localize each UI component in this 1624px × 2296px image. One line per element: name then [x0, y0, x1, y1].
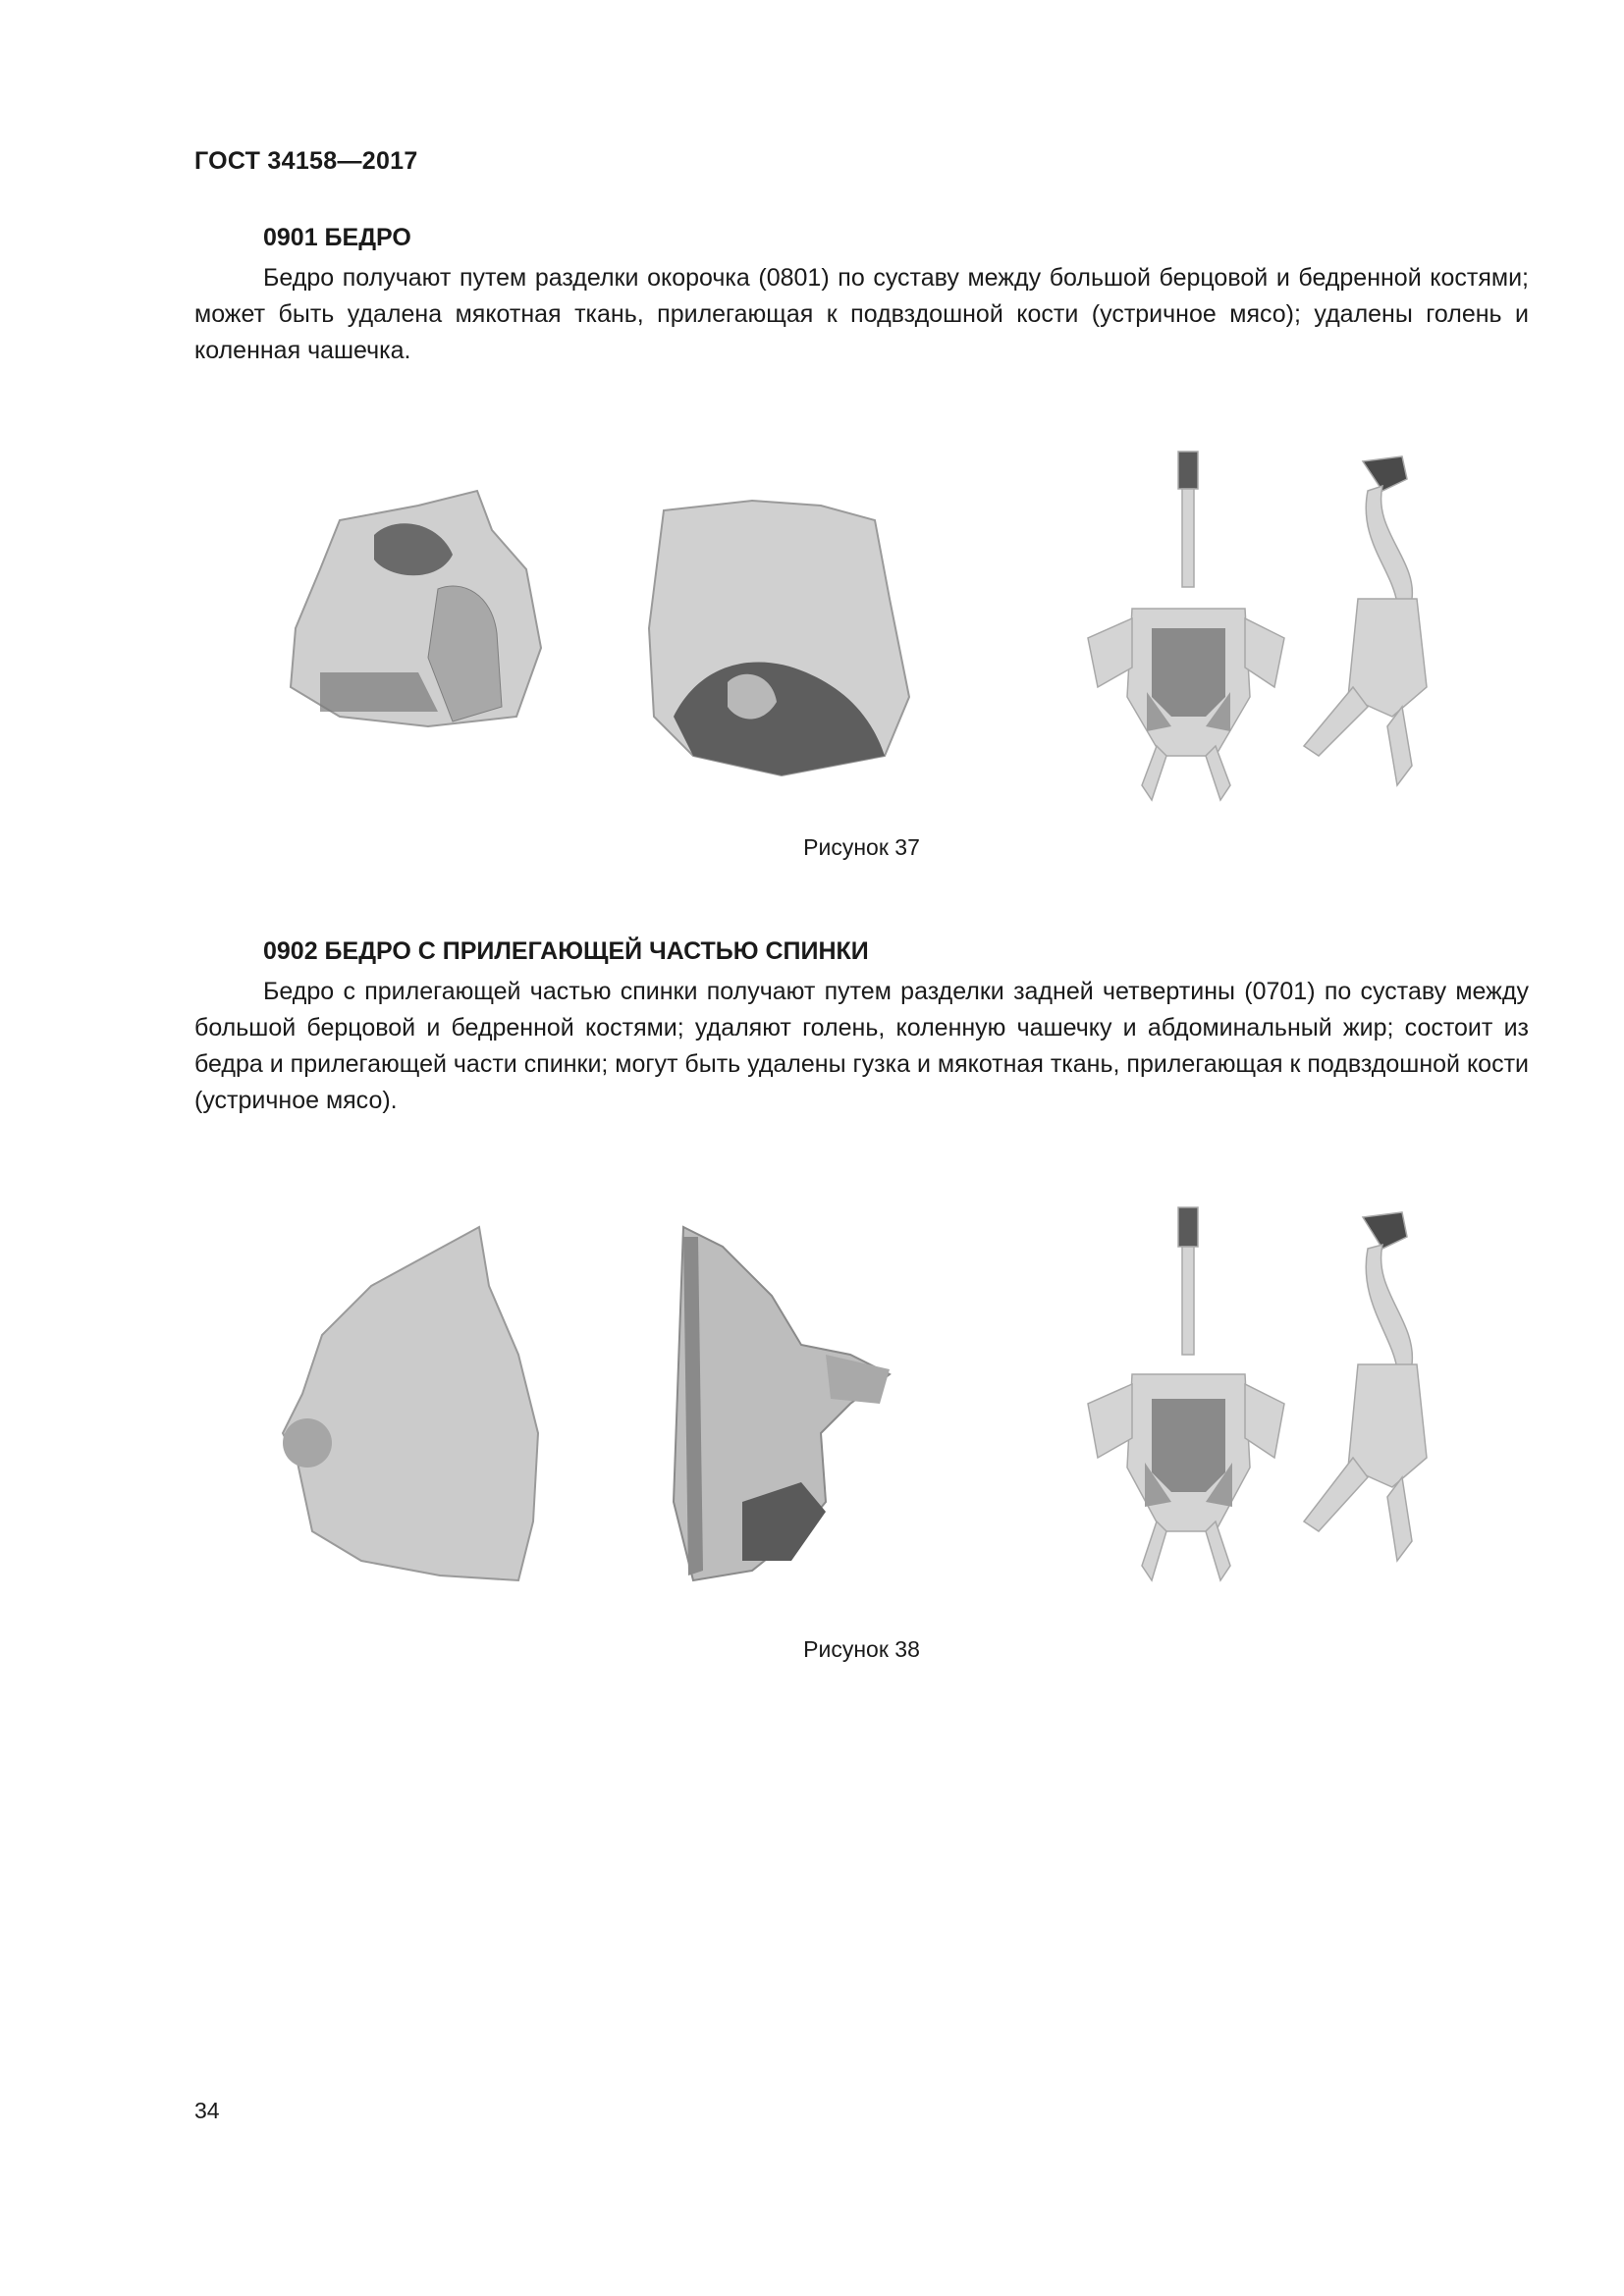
figure-38 — [194, 1168, 1529, 1679]
thigh-photo-2 — [634, 461, 948, 785]
thigh-photo-1 — [281, 461, 595, 785]
section-0901 — [194, 221, 1529, 369]
section-0902 — [194, 934, 1529, 1119]
bird-skeleton-diagram-37 — [1078, 432, 1490, 805]
section-body: Бедро с прилегающей частью спинки получают путем разделки задней четвертины (0701) по суставу между большой берцовой и бедренной костями; удаляют голень, коленную чашечку и абдоминальный жир; состоит из бедра и прилегающей части спинки; могут быть удалены гузка и мякотная ткань, прилегающая к подвздошной кости (устричное мясо). — [194, 978, 1529, 1114]
section-title: 0902 БЕДРО С ПРИЛЕГАЮЩЕЙ ЧАСТЬЮ СПИНКИ — [263, 937, 869, 965]
section-body: Бедро получают путем разделки окорочка (0801) по суставу между большой берцовой и бедренной костями; может быть удалена мякотная ткань, прилегающая к подвздошной кости (устричное мясо); удалены голень и коленная чашечка. — [194, 264, 1529, 364]
thigh-with-back-photo-1 — [273, 1207, 587, 1600]
section-title: 0901 БЕДРО — [263, 224, 411, 251]
thigh-with-back-photo-2 — [654, 1207, 948, 1600]
figure-37 — [194, 422, 1529, 883]
figure-caption: Рисунок 38 — [803, 1636, 920, 1662]
page-number: 34 — [194, 2098, 220, 2123]
bird-skeleton-diagram-38 — [1078, 1188, 1490, 1600]
figure-caption: Рисунок 37 — [803, 834, 920, 860]
document-header: ГОСТ 34158—2017 — [194, 147, 418, 175]
